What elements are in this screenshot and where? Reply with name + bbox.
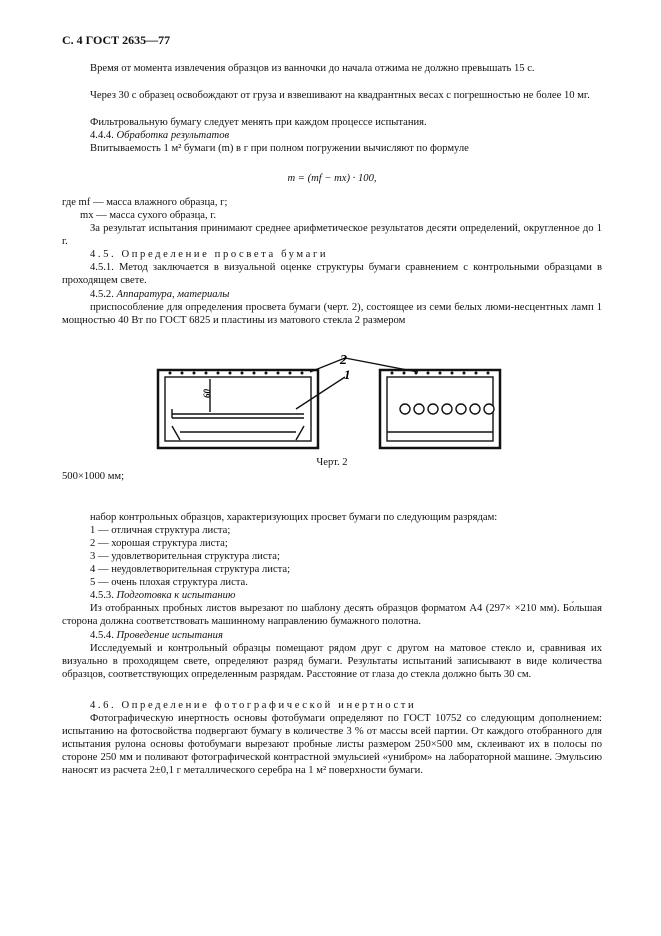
paragraph: 4.5.1. Метод заключается в визуальной оценке структуры бумаги сравнением с контрольными образцами в проходящем свете. <box>62 262 602 286</box>
dimension-label: 60 <box>202 389 212 398</box>
legend-line: mx — масса сухого образца, г. <box>80 210 217 221</box>
paragraph: 500×1000 мм; <box>62 471 125 482</box>
legend-line: где mf — масса влажного образца, г; <box>62 197 228 208</box>
figure-drawing <box>150 352 520 464</box>
paragraph: За результат испытания принимают среднее арифметическое результатов десяти определений, округленное до 1 г. <box>62 223 602 247</box>
paragraph: набор контрольных образцов, характеризующих просвет бумаги по следующим разрядам: <box>90 512 498 523</box>
section-number: 4.5.2. <box>90 289 114 300</box>
formula: m = (mf − mx) · 100, <box>287 173 377 184</box>
paragraph: Исследуемый и контрольный образцы помещают рядом друг с другом на матовое стекло и, сравнивая их визуально в проходящем свете, определяют разряд бумаги. Результаты испытаний записывают в виде количества образцов, соответствующих определенным разрядам. Расстояние от глаза до стекла должно быть 30 см. <box>62 643 602 680</box>
list-item: 4 — неудовлетворительная структура листа; <box>90 564 291 575</box>
list-item: 5 — очень плохая структура листа. <box>90 577 248 588</box>
section-title: Обработка результатов <box>116 130 230 141</box>
subsection-heading <box>62 289 602 302</box>
section-number: 4.4.4. <box>90 130 114 141</box>
figure-caption: Черт. 2 <box>316 457 348 468</box>
section-number: 4.5.3. <box>90 590 114 601</box>
figure-label-1: 1 <box>344 367 351 382</box>
subsection-heading <box>62 590 602 603</box>
subsection-heading <box>62 130 602 143</box>
paragraph: Из отобранных пробных листов вырезают по шаблону десять образцов форматом A4 (297× ×210 мм). Бо́льшая сторона должна соответствовать машинному направлению бумажного полотна. <box>62 603 602 627</box>
paragraph: Фильтровальную бумагу следует менять при каждом процессе испытания. <box>90 117 427 128</box>
paragraph: приспособление для определения просвета бумаги (черт. 2), состоящее из семи белых люми-несцентных ламп 1 мощностью 40 Вт по ГОСТ 6825 и пластины из матового стекла 2 размером <box>62 302 602 326</box>
list-item: 2 — хорошая структура листа; <box>90 538 228 549</box>
section-heading: 4.6. Определение фотографической инертности <box>90 700 417 711</box>
page-header: С. 4 ГОСТ 2635—77 <box>62 33 171 47</box>
section-heading: 4.5. Определение просвета бумаги <box>90 249 329 260</box>
section-number: 4.5.4. <box>90 630 114 641</box>
subsection-heading <box>62 630 602 643</box>
figure-label-2: 2 <box>340 353 347 368</box>
paragraph: Впитываемость 1 м² бумаги (m) в г при полном погружении вычисляют по формуле <box>90 143 469 154</box>
paragraph: Фотографическую инертность основы фотобумаги определяют по ГОСТ 10752 со следующим дополнением: испытанию на фотосвойства подвергают бумагу в количестве 3 % от массы всей партии. От каждого отобранного для испытания рулона основы фотобумаги вырезают пробные листы размером 250×500 мм, склеивают их в полосы по стороне 250 мм и поливают фотографической контрастной эмульсией «унибром» на лабораторной машине. Эмульсию наносят из расчета 2±0,1 г металлического серебра на 1 м² поверхности бумаги. <box>62 713 602 776</box>
section-title: Аппаратура, материалы <box>116 289 230 300</box>
list-item: 3 — удовлетворительная структура листа; <box>90 551 280 562</box>
list-item: 1 — отличная структура листа; <box>90 525 231 536</box>
paragraph: Время от момента извлечения образцов из ванночки до начала отжима не должно превышать 15 с. <box>90 63 535 74</box>
section-title: Подготовка к испытанию <box>116 590 236 601</box>
paragraph: Через 30 с образец освобождают от груза и взвешивают на квадрантных весах с погрешностью не более 10 мг. <box>90 90 590 101</box>
section-title: Проведение испытания <box>116 630 223 641</box>
